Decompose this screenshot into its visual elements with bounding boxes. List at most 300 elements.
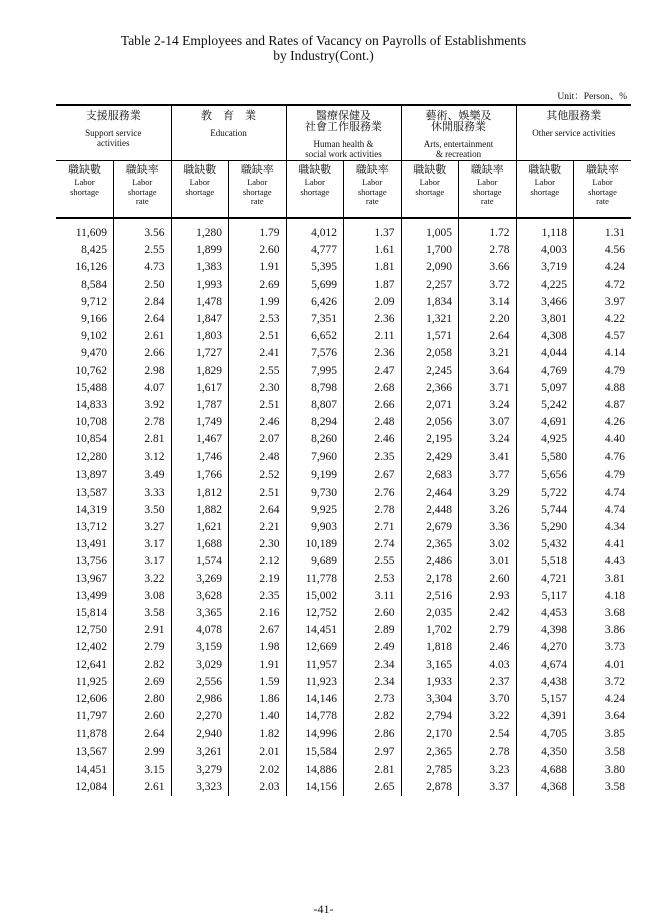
labor-shortage-cell: 9,712 [81,295,107,308]
shortage-rate-cell: 3.58 [574,779,632,796]
labor-shortage-cell: 13,897 [75,468,107,481]
labor-shortage-cell: 9,730 [286,485,344,502]
shortage-rate-cell: 3.71 [459,380,517,397]
labor-shortage-cell: 4,270 [516,639,574,656]
labor-shortage-cell: 2,448 [401,502,459,519]
labor-shortage-cell: 11,957 [286,657,344,674]
shortage-rate-cell: 2.65 [344,779,402,796]
table-row [56,779,631,796]
shortage-rate-cell: 2.93 [459,588,517,605]
table-row [56,294,631,311]
shortage-rate-cell: 3.64 [574,708,632,725]
column-header-en: Labor shortage rate [357,177,387,206]
shortage-rate-cell: 2.98 [114,363,172,380]
shortage-rate-cell: 2.81 [344,761,402,778]
shortage-rate-cell: 3.85 [574,725,632,744]
labor-shortage-cell: 2,090 [401,259,459,276]
shortage-rate-cell: 3.22 [114,571,172,588]
shortage-rate-cell: 3.58 [574,744,632,761]
labor-shortage-rate-header [574,161,632,219]
shortage-rate-cell: 2.36 [344,345,402,362]
shortage-rate-cell: 3.80 [574,761,632,778]
shortage-rate-cell: 2.34 [344,657,402,674]
shortage-rate-cell: 3.97 [574,294,632,311]
table-row [56,397,631,414]
labor-shortage-cell: 13,499 [75,589,107,602]
labor-shortage-cell: 4,368 [516,779,574,796]
labor-shortage-cell: 2,683 [401,466,459,485]
shortage-rate-cell: 2.60 [344,605,402,622]
labor-shortage-cell: 1,749 [171,414,229,431]
labor-shortage-cell: 13,712 [75,521,107,534]
labor-shortage-cell: 1,812 [171,485,229,502]
column-header-zh: 職缺率 [470,164,504,176]
shortage-rate-cell: 2.64 [229,502,287,519]
labor-shortage-cell: 2,429 [401,448,459,465]
shortage-rate-cell: 1.37 [344,218,402,242]
labor-shortage-cell: 15,814 [75,607,107,620]
table-row [56,259,631,276]
table-row [56,571,631,588]
shortage-rate-cell: 3.41 [459,448,517,465]
shortage-rate-cell: 3.17 [114,553,172,570]
shortage-rate-cell: 2.66 [344,397,402,414]
shortage-rate-cell: 2.46 [229,414,287,431]
labor-shortage-cell: 4,777 [286,242,344,259]
table-row [56,380,631,397]
labor-shortage-cell: 1,766 [171,466,229,485]
unit-label: Unit：Person、% [557,92,627,102]
labor-shortage-cell: 10,854 [75,433,107,446]
labor-shortage-cell: 1,882 [171,502,229,519]
shortage-rate-cell: 4.34 [574,519,632,536]
table-row [56,639,631,656]
shortage-rate-cell: 3.56 [114,218,172,242]
shortage-rate-cell: 1.72 [459,218,517,242]
labor-shortage-cell: 4,721 [516,571,574,588]
column-header-en: Labor shortage rate [588,177,617,206]
labor-shortage-cell: 14,146 [286,691,344,708]
labor-shortage-cell: 7,995 [286,363,344,380]
shortage-rate-cell: 2.11 [344,328,402,345]
labor-shortage-cell: 13,567 [75,746,107,759]
labor-shortage-cell: 5,242 [516,397,574,414]
shortage-rate-cell: 4.79 [574,363,632,380]
shortage-rate-cell: 2.80 [114,691,172,708]
labor-shortage-cell: 1,280 [171,218,229,242]
table-row [56,485,631,502]
shortage-rate-cell: 3.64 [459,363,517,380]
table-row [56,363,631,380]
labor-shortage-cell: 13,587 [75,486,107,499]
shortage-rate-cell: 2.46 [459,639,517,656]
labor-shortage-cell: 8,260 [286,431,344,448]
labor-shortage-cell: 1,727 [171,345,229,362]
shortage-rate-cell: 3.81 [574,571,632,588]
shortage-rate-cell: 1.59 [229,674,287,691]
table-title-line-1: Table 2-14 Employees and Rates of Vacancy on Payrolls of Establishments [120,33,527,48]
column-header-en: Labor shortage [300,177,330,197]
industry-header-2 [286,105,401,161]
labor-shortage-cell: 14,778 [286,708,344,725]
labor-shortage-cell: 9,470 [81,347,107,360]
labor-shortage-cell: 1,383 [171,259,229,276]
shortage-rate-cell: 2.79 [459,622,517,639]
labor-shortage-cell: 4,391 [516,708,574,725]
shortage-rate-cell: 3.50 [114,502,172,519]
table-row [56,519,631,536]
shortage-rate-cell: 2.41 [229,345,287,362]
labor-shortage-cell: 1,571 [401,328,459,345]
shortage-rate-cell: 2.35 [229,588,287,605]
labor-shortage-cell: 5,699 [286,277,344,294]
labor-shortage-cell: 5,117 [516,588,574,605]
shortage-rate-cell: 3.15 [114,761,172,778]
labor-shortage-header [171,161,229,219]
labor-shortage-cell: 1,803 [171,328,229,345]
shortage-rate-cell: 1.98 [229,639,287,656]
labor-shortage-rate-header [114,161,172,219]
shortage-rate-cell: 3.01 [459,553,517,570]
labor-shortage-cell: 3,261 [171,744,229,761]
table-row [56,414,631,431]
labor-shortage-cell: 2,464 [401,485,459,502]
labor-shortage-cell: 14,156 [286,779,344,796]
shortage-rate-cell: 2.53 [344,571,402,588]
labor-shortage-cell: 2,986 [171,691,229,708]
shortage-rate-cell: 1.82 [229,725,287,744]
labor-shortage-cell: 2,058 [401,345,459,362]
shortage-rate-cell: 4.03 [459,657,517,674]
labor-shortage-cell: 9,199 [286,466,344,485]
labor-shortage-cell: 1,574 [171,553,229,570]
labor-shortage-cell: 2,035 [401,605,459,622]
shortage-rate-cell: 3.08 [114,588,172,605]
table-row [56,553,631,570]
shortage-rate-cell: 2.97 [344,744,402,761]
shortage-rate-cell: 3.70 [459,691,517,708]
shortage-rate-cell: 2.61 [114,779,172,796]
labor-shortage-cell: 4,438 [516,674,574,691]
industry-name-en: Arts, entertainment & recreation [423,139,494,159]
labor-shortage-cell: 12,641 [75,658,107,671]
column-header-zh: 職缺數 [68,164,101,176]
labor-shortage-cell: 4,003 [516,242,574,259]
shortage-rate-cell: 4.72 [574,277,632,294]
labor-shortage-cell: 1,933 [401,674,459,691]
shortage-rate-cell: 4.73 [114,259,172,276]
shortage-rate-cell: 2.35 [344,448,402,465]
shortage-rate-cell: 2.01 [229,744,287,761]
labor-shortage-cell: 10,189 [286,536,344,553]
shortage-rate-cell: 1.31 [574,218,632,242]
labor-shortage-cell: 12,402 [75,641,107,654]
column-header-zh: 職缺數 [183,164,217,176]
labor-shortage-cell: 14,833 [75,398,107,411]
labor-shortage-cell: 2,679 [401,519,459,536]
labor-shortage-cell: 15,488 [75,381,107,394]
shortage-rate-cell: 3.49 [114,466,172,485]
labor-shortage-rate-header [229,161,287,219]
labor-shortage-cell: 13,967 [75,572,107,585]
table-title-line-2: by Industry(Cont.) [273,48,374,63]
shortage-rate-cell: 2.68 [344,380,402,397]
labor-shortage-cell: 9,689 [286,553,344,570]
shortage-rate-cell: 2.64 [114,311,172,328]
industry-name-zh: 教 育 業 [201,110,256,122]
table-row [56,657,631,674]
table-row [56,744,631,761]
shortage-rate-cell: 2.51 [229,485,287,502]
table-row [56,466,631,485]
shortage-rate-cell: 4.18 [574,588,632,605]
labor-shortage-cell: 5,097 [516,380,574,397]
labor-shortage-cell: 1,834 [401,294,459,311]
shortage-rate-cell: 4.22 [574,311,632,328]
shortage-rate-cell: 2.34 [344,674,402,691]
labor-shortage-cell: 4,012 [286,218,344,242]
shortage-rate-cell: 2.55 [114,242,172,259]
industry-name-zh: 藝術、娛樂及 休閒服務業 [425,110,492,133]
column-header-en: Labor shortage [530,177,560,197]
labor-shortage-cell: 3,304 [401,691,459,708]
shortage-rate-cell: 2.36 [344,311,402,328]
shortage-rate-cell: 2.47 [344,363,402,380]
column-header-zh: 職缺數 [298,164,332,176]
labor-shortage-cell: 2,365 [401,536,459,553]
shortage-rate-cell: 2.16 [229,605,287,622]
table-title [0,33,647,63]
shortage-rate-cell: 2.30 [229,536,287,553]
labor-shortage-cell: 3,279 [171,761,229,778]
shortage-rate-cell: 2.64 [459,328,517,345]
labor-shortage-cell: 10,762 [75,364,107,377]
shortage-rate-cell: 3.17 [114,536,172,553]
industry-header-4 [516,105,631,161]
column-header-en: Labor shortage [70,177,99,197]
labor-shortage-cell: 12,606 [75,692,107,705]
shortage-rate-cell: 2.71 [344,519,402,536]
labor-shortage-cell: 1,746 [171,448,229,465]
shortage-rate-cell: 3.29 [459,485,517,502]
shortage-rate-cell: 3.36 [459,519,517,536]
labor-shortage-cell: 2,556 [171,674,229,691]
shortage-rate-cell: 2.03 [229,779,287,796]
labor-shortage-cell: 13,756 [75,555,107,568]
table-row [56,502,631,519]
labor-shortage-cell: 1,621 [171,519,229,536]
shortage-rate-cell: 2.82 [344,708,402,725]
shortage-rate-cell: 3.72 [459,277,517,294]
shortage-rate-cell: 2.50 [114,277,172,294]
table-row [56,448,631,465]
shortage-rate-cell: 2.81 [114,431,172,448]
labor-shortage-cell: 1,818 [401,639,459,656]
shortage-rate-cell: 3.26 [459,502,517,519]
labor-shortage-cell: 5,432 [516,536,574,553]
table-row [56,708,631,725]
shortage-rate-cell: 2.37 [459,674,517,691]
industry-name-zh: 其他服務業 [546,110,602,122]
shortage-rate-cell: 2.78 [459,744,517,761]
shortage-rate-cell: 2.07 [229,431,287,448]
labor-shortage-cell: 8,798 [286,380,344,397]
shortage-rate-cell: 1.81 [344,259,402,276]
labor-shortage-cell: 15,002 [286,588,344,605]
shortage-rate-cell: 4.56 [574,242,632,259]
labor-shortage-cell: 6,426 [286,294,344,311]
labor-shortage-cell: 2,071 [401,397,459,414]
industry-name-en: Human health & social work activities [305,139,382,159]
shortage-rate-cell: 2.67 [344,466,402,485]
column-header-zh: 職缺率 [586,164,620,176]
shortage-rate-cell: 4.79 [574,466,632,485]
labor-shortage-cell: 10,708 [75,416,107,429]
labor-shortage-header [516,161,574,219]
table-row [56,725,631,744]
labor-shortage-cell: 11,609 [75,227,107,240]
shortage-rate-cell: 2.89 [344,622,402,639]
labor-shortage-cell: 8,807 [286,397,344,414]
labor-shortage-cell: 2,245 [401,363,459,380]
labor-shortage-cell: 14,886 [286,761,344,778]
table-row [56,431,631,448]
labor-shortage-cell: 11,925 [75,675,107,688]
shortage-rate-cell: 3.02 [459,536,517,553]
labor-shortage-rate-header [459,161,517,219]
shortage-rate-cell: 4.74 [574,485,632,502]
column-header-en: Labor shortage [415,177,445,197]
shortage-rate-cell: 3.33 [114,485,172,502]
labor-shortage-cell: 3,801 [516,311,574,328]
shortage-rate-cell: 2.52 [229,466,287,485]
shortage-rate-cell: 4.24 [574,259,632,276]
labor-shortage-cell: 2,366 [401,380,459,397]
labor-shortage-cell: 1,478 [171,294,229,311]
labor-shortage-cell: 3,029 [171,657,229,674]
labor-shortage-cell: 1,688 [171,536,229,553]
table-row [56,605,631,622]
labor-shortage-cell: 4,925 [516,431,574,448]
labor-shortage-cell: 9,102 [81,330,107,343]
shortage-rate-cell: 3.14 [459,294,517,311]
shortage-rate-cell: 2.67 [229,622,287,639]
shortage-rate-cell: 4.40 [574,431,632,448]
labor-shortage-cell: 3,323 [171,779,229,796]
shortage-rate-cell: 4.26 [574,414,632,431]
labor-shortage-cell: 4,398 [516,622,574,639]
labor-shortage-cell: 4,688 [516,761,574,778]
shortage-rate-cell: 2.55 [344,553,402,570]
shortage-rate-cell: 4.41 [574,536,632,553]
labor-shortage-cell: 2,195 [401,431,459,448]
shortage-rate-cell: 2.78 [114,414,172,431]
labor-shortage-cell: 5,744 [516,502,574,519]
labor-shortage-cell: 4,691 [516,414,574,431]
shortage-rate-cell: 1.99 [229,294,287,311]
labor-shortage-cell: 4,044 [516,345,574,362]
labor-shortage-cell: 12,084 [75,780,107,793]
industry-header-1 [171,105,286,161]
labor-shortage-cell: 5,656 [516,466,574,485]
table-row [56,622,631,639]
column-header-zh: 職缺數 [413,164,447,176]
labor-shortage-cell: 2,794 [401,708,459,725]
shortage-rate-cell: 2.99 [114,744,172,761]
shortage-rate-cell: 2.73 [344,691,402,708]
labor-shortage-cell: 3,159 [171,639,229,656]
shortage-rate-cell: 2.61 [114,328,172,345]
column-header-en: Labor shortage rate [472,177,502,206]
industry-name-zh: 醫療保健及 社會工作服務業 [305,110,382,133]
labor-shortage-cell: 5,580 [516,448,574,465]
shortage-rate-cell: 2.19 [229,571,287,588]
column-header-zh: 職缺率 [355,164,389,176]
shortage-rate-cell: 4.43 [574,553,632,570]
shortage-rate-cell: 3.23 [459,761,517,778]
labor-shortage-cell: 2,785 [401,761,459,778]
labor-shortage-cell: 1,993 [171,277,229,294]
labor-shortage-cell: 16,126 [75,261,107,274]
column-header-row [56,161,631,219]
shortage-rate-cell: 3.24 [459,397,517,414]
column-header-zh: 職缺率 [240,164,274,176]
shortage-rate-cell: 3.73 [574,639,632,656]
labor-shortage-cell: 11,878 [75,728,107,741]
labor-shortage-cell: 7,576 [286,345,344,362]
labor-shortage-cell: 11,778 [286,571,344,588]
shortage-rate-cell: 2.02 [229,761,287,778]
labor-shortage-cell: 2,270 [171,708,229,725]
shortage-rate-cell: 2.55 [229,363,287,380]
shortage-rate-cell: 2.69 [114,674,172,691]
labor-shortage-cell: 3,466 [516,294,574,311]
shortage-rate-cell: 2.09 [344,294,402,311]
shortage-rate-cell: 3.86 [574,622,632,639]
shortage-rate-cell: 3.37 [459,779,517,796]
labor-shortage-cell: 4,769 [516,363,574,380]
shortage-rate-cell: 2.60 [229,242,287,259]
labor-shortage-cell: 4,453 [516,605,574,622]
labor-shortage-cell: 12,750 [75,624,107,637]
labor-shortage-cell: 3,628 [171,588,229,605]
labor-shortage-cell: 4,674 [516,657,574,674]
labor-shortage-cell: 1,847 [171,311,229,328]
industry-header-0 [56,105,171,161]
shortage-rate-cell: 2.74 [344,536,402,553]
shortage-rate-cell: 2.46 [344,431,402,448]
labor-shortage-cell: 8,584 [81,278,107,291]
shortage-rate-cell: 3.68 [574,605,632,622]
shortage-rate-cell: 2.30 [229,380,287,397]
shortage-rate-cell: 4.14 [574,345,632,362]
labor-shortage-cell: 9,166 [81,313,107,326]
shortage-rate-cell: 1.91 [229,657,287,674]
labor-shortage-cell: 2,178 [401,571,459,588]
labor-shortage-cell: 5,395 [286,259,344,276]
shortage-rate-cell: 3.12 [114,448,172,465]
labor-shortage-cell: 14,451 [75,763,107,776]
labor-shortage-cell: 4,308 [516,328,574,345]
labor-shortage-cell: 12,752 [286,605,344,622]
shortage-rate-cell: 1.40 [229,708,287,725]
labor-shortage-cell: 6,652 [286,328,344,345]
labor-shortage-cell: 5,290 [516,519,574,536]
labor-shortage-cell: 1,829 [171,363,229,380]
labor-shortage-cell: 2,516 [401,588,459,605]
shortage-rate-cell: 2.91 [114,622,172,639]
labor-shortage-cell: 4,225 [516,277,574,294]
